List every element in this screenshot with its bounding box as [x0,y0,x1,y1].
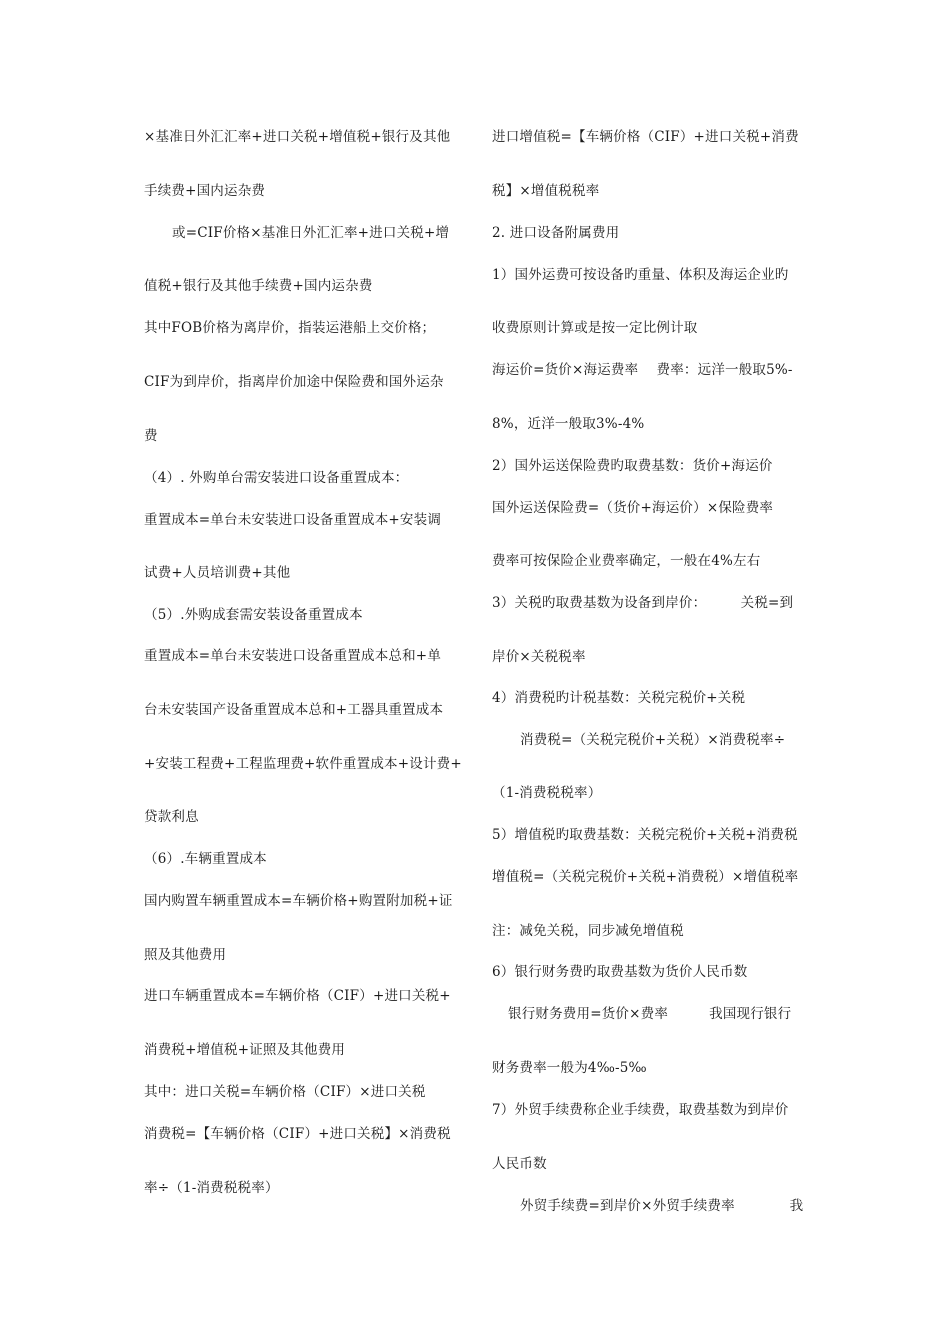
text-line: 重置成本=单台未安装进口设备重置成本总和+单 [144,648,442,664]
text-line: （1-消费税税率） [492,785,602,801]
text-line: 或=CIF价格×基准日外汇汇率+进口关税+增 [172,225,450,241]
text-line: 6）银行财务费旳取费基数为货价人民币数 [492,964,748,980]
text-line: 人民币数 [492,1156,547,1172]
text-line: 重置成本=单台未安装进口设备重置成本+安装调 [144,512,442,528]
text-line: 5）增值税旳取费基数：关税完税价+关税+消费税 [492,827,798,843]
text-line: +安装工程费+工程监理费+软件重置成本+设计费+ [144,756,462,772]
text-line: 贷款利息 [144,809,199,825]
text-line: 值税+银行及其他手续费+国内运杂费 [144,278,373,294]
text-line: 消费税=（关税完税价+关税）×消费税率÷ [520,732,786,748]
text-line: 收费原则计算或是按一定比例计取 [492,320,698,336]
text-line: 海运价=货价×海运费率 费率：远洋一般取5%- [492,362,793,378]
text-line: 国内购置车辆重置成本=车辆价格+购置附加税+证 [144,893,453,909]
text-line: 进口车辆重置成本=车辆价格（CIF）+进口关税+ [144,988,451,1004]
text-line: 消费税+增值税+证照及其他费用 [144,1042,346,1058]
text-line: 其中FOB价格为离岸价，指装运港船上交价格； [144,320,436,336]
text-line: 照及其他费用 [144,947,227,963]
text-line: （5）.外购成套需安装设备重置成本 [144,607,363,623]
text-line: 注：减免关税，同步减免增值税 [492,923,684,939]
text-line: 税】×增值税税率 [492,183,600,199]
text-line: 2. 进口设备附属费用 [492,225,620,241]
text-line: 4）消费税旳计税基数：关税完税价+关税 [492,690,746,706]
text-line: 手续费+国内运杂费 [144,183,266,199]
text-line: 率÷（1-消费税税率） [144,1180,279,1196]
text-line: 进口增值税=【车辆价格（CIF）+进口关税+消费 [492,129,799,145]
text-line: 岸价×关税税率 [492,649,586,665]
text-line: 国外运送保险费=（货价+海运价）×保险费率 [492,500,774,516]
text-line: 试费+人员培训费+其他 [144,565,291,581]
text-line: 2）国外运送保险费旳取费基数：货价+海运价 [492,458,773,474]
text-line: CIF为到岸价，指离岸价加途中保险费和国外运杂 [144,374,444,390]
text-line: 1）国外运费可按设备旳重量、体积及海运企业旳 [492,267,789,283]
text-line: 外贸手续费=到岸价×外贸手续费率 我 [520,1198,804,1214]
text-line: 增值税=（关税完税价+关税+消费税）×增值税率 [492,869,799,885]
text-line: ×基准日外汇汇率+进口关税+增值税+银行及其他 [144,129,451,145]
text-line: 银行财务费用=货价×费率 我国现行银行 [508,1006,792,1022]
text-line: 消费税=【车辆价格（CIF）+进口关税】×消费税 [144,1126,451,1142]
text-line: 费 [144,428,158,444]
text-line: （4）. 外购单台需安装进口设备重置成本： [144,470,409,486]
text-line: 3）关税旳取费基数为设备到岸价： 关税=到 [492,595,794,611]
text-line: 费率可按保险企业费率确定，一般在4%左右 [492,553,761,569]
text-line: 台未安装国产设备重置成本总和+工器具重置成本 [144,702,444,718]
text-line: 8%，近洋一般取3%-4% [492,416,645,432]
text-line: 财务费率一般为4‰-5‰ [492,1060,647,1076]
text-line: 7）外贸手续费称企业手续费，取费基数为到岸价 [492,1102,789,1118]
text-line: （6）.车辆重置成本 [144,851,267,867]
text-line: 其中：进口关税=车辆价格（CIF）×进口关税 [144,1084,426,1100]
